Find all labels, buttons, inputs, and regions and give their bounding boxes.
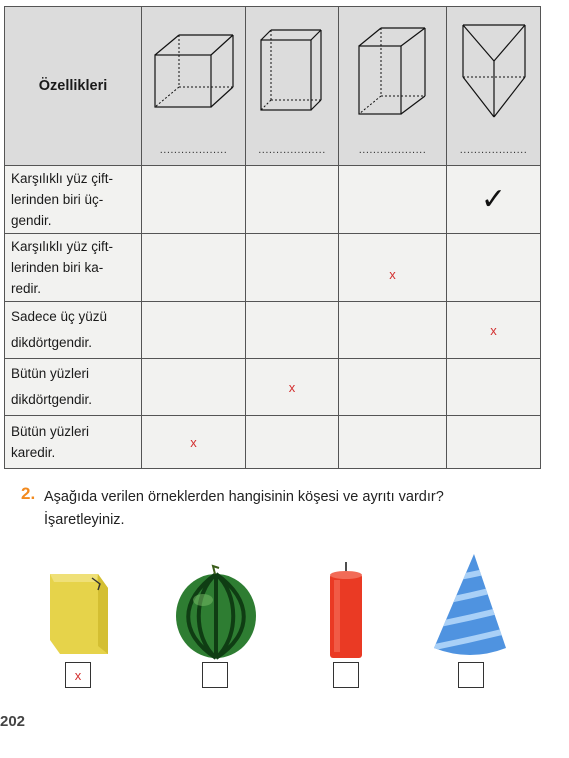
answer-cell[interactable]	[142, 416, 246, 469]
answer-cell[interactable]	[246, 234, 339, 302]
row-label-cell	[5, 166, 142, 234]
item-watermelon	[166, 550, 266, 660]
answer-cell[interactable]	[339, 416, 447, 469]
answer-cell[interactable]	[142, 359, 246, 416]
candle-icon	[326, 560, 366, 660]
question-number: 2.	[21, 484, 36, 503]
answer-mark: x	[490, 322, 497, 338]
answer-blank: ...................	[159, 144, 228, 156]
shape-cell-cube	[142, 7, 246, 166]
row-label-cell	[5, 359, 142, 416]
checkbox-juice-box[interactable]: x	[65, 662, 91, 688]
row-label-cell	[5, 416, 142, 469]
cube-icon	[151, 31, 237, 111]
checkbox-candle[interactable]	[333, 662, 359, 688]
table-header-row	[5, 7, 541, 166]
row-label-cell	[5, 234, 142, 302]
table-row	[5, 166, 541, 234]
checkbox-watermelon[interactable]	[202, 662, 228, 688]
answer-blank: ...................	[459, 144, 528, 156]
answer-cell[interactable]	[447, 234, 541, 302]
properties-table	[4, 6, 541, 469]
table-row	[5, 234, 541, 302]
answer-cell[interactable]	[142, 166, 246, 234]
table-row	[5, 359, 541, 416]
shape-cell-rectangular-prism	[246, 7, 339, 166]
answer-cell[interactable]	[142, 234, 246, 302]
answer-cell[interactable]	[246, 359, 339, 416]
header-label-cell	[5, 7, 142, 166]
answer-cell[interactable]	[339, 302, 447, 359]
table-row	[5, 302, 541, 359]
answer-cell[interactable]	[447, 359, 541, 416]
answer-cell[interactable]	[246, 302, 339, 359]
row-label: Sadece üç yüzü dikdörtgendir.	[11, 309, 108, 350]
square-prism-icon	[355, 24, 431, 118]
row-label-cell	[5, 302, 142, 359]
answer-cell[interactable]	[142, 302, 246, 359]
party-hat-icon	[430, 552, 510, 660]
checkbox-party-hat[interactable]	[458, 662, 484, 688]
check-mark: ✓	[480, 181, 507, 217]
item-party-hat	[420, 550, 520, 660]
answer-mark: x	[288, 379, 296, 395]
answer-cell[interactable]	[339, 166, 447, 234]
answer-cell[interactable]	[246, 416, 339, 469]
row-label: Bütün yüzleri karedir.	[11, 424, 90, 460]
page-number: 202	[0, 713, 26, 730]
answer-cell[interactable]	[447, 302, 541, 359]
answer-mark: x	[190, 434, 197, 450]
shape-cell-square-prism	[339, 7, 447, 166]
rectangular-prism-icon	[257, 28, 327, 114]
answer-cell[interactable]	[339, 359, 447, 416]
answer-cell[interactable]	[339, 234, 447, 302]
triangular-prism-icon	[459, 21, 529, 121]
item-juice-box	[29, 550, 129, 660]
answer-mark: x	[389, 267, 396, 282]
row-label: Karşılıklı yüz çift- lerinden biri üç- gendir.	[11, 171, 114, 228]
item-candle	[296, 550, 396, 660]
watermelon-icon	[173, 564, 259, 660]
answer-blank: ...................	[358, 144, 427, 156]
table-row	[5, 416, 541, 469]
answer-cell[interactable]	[246, 166, 339, 234]
juice-box-icon	[46, 568, 112, 660]
answer-cell[interactable]	[447, 166, 541, 234]
header-label: Özellikleri	[38, 78, 108, 94]
row-label: Bütün yüzleri dikdörtgendir.	[11, 366, 93, 407]
question-text: Aşağıda verilen örneklerden hangisinin köşesi ve ayrıtı vardır? İşaretleyiniz.	[44, 489, 444, 528]
shape-cell-triangular-prism	[447, 7, 541, 166]
answer-cell[interactable]	[447, 416, 541, 469]
answer-blank: ...................	[258, 144, 326, 156]
row-label: Karşılıklı yüz çift- lerinden biri ka- redir.	[11, 239, 114, 296]
